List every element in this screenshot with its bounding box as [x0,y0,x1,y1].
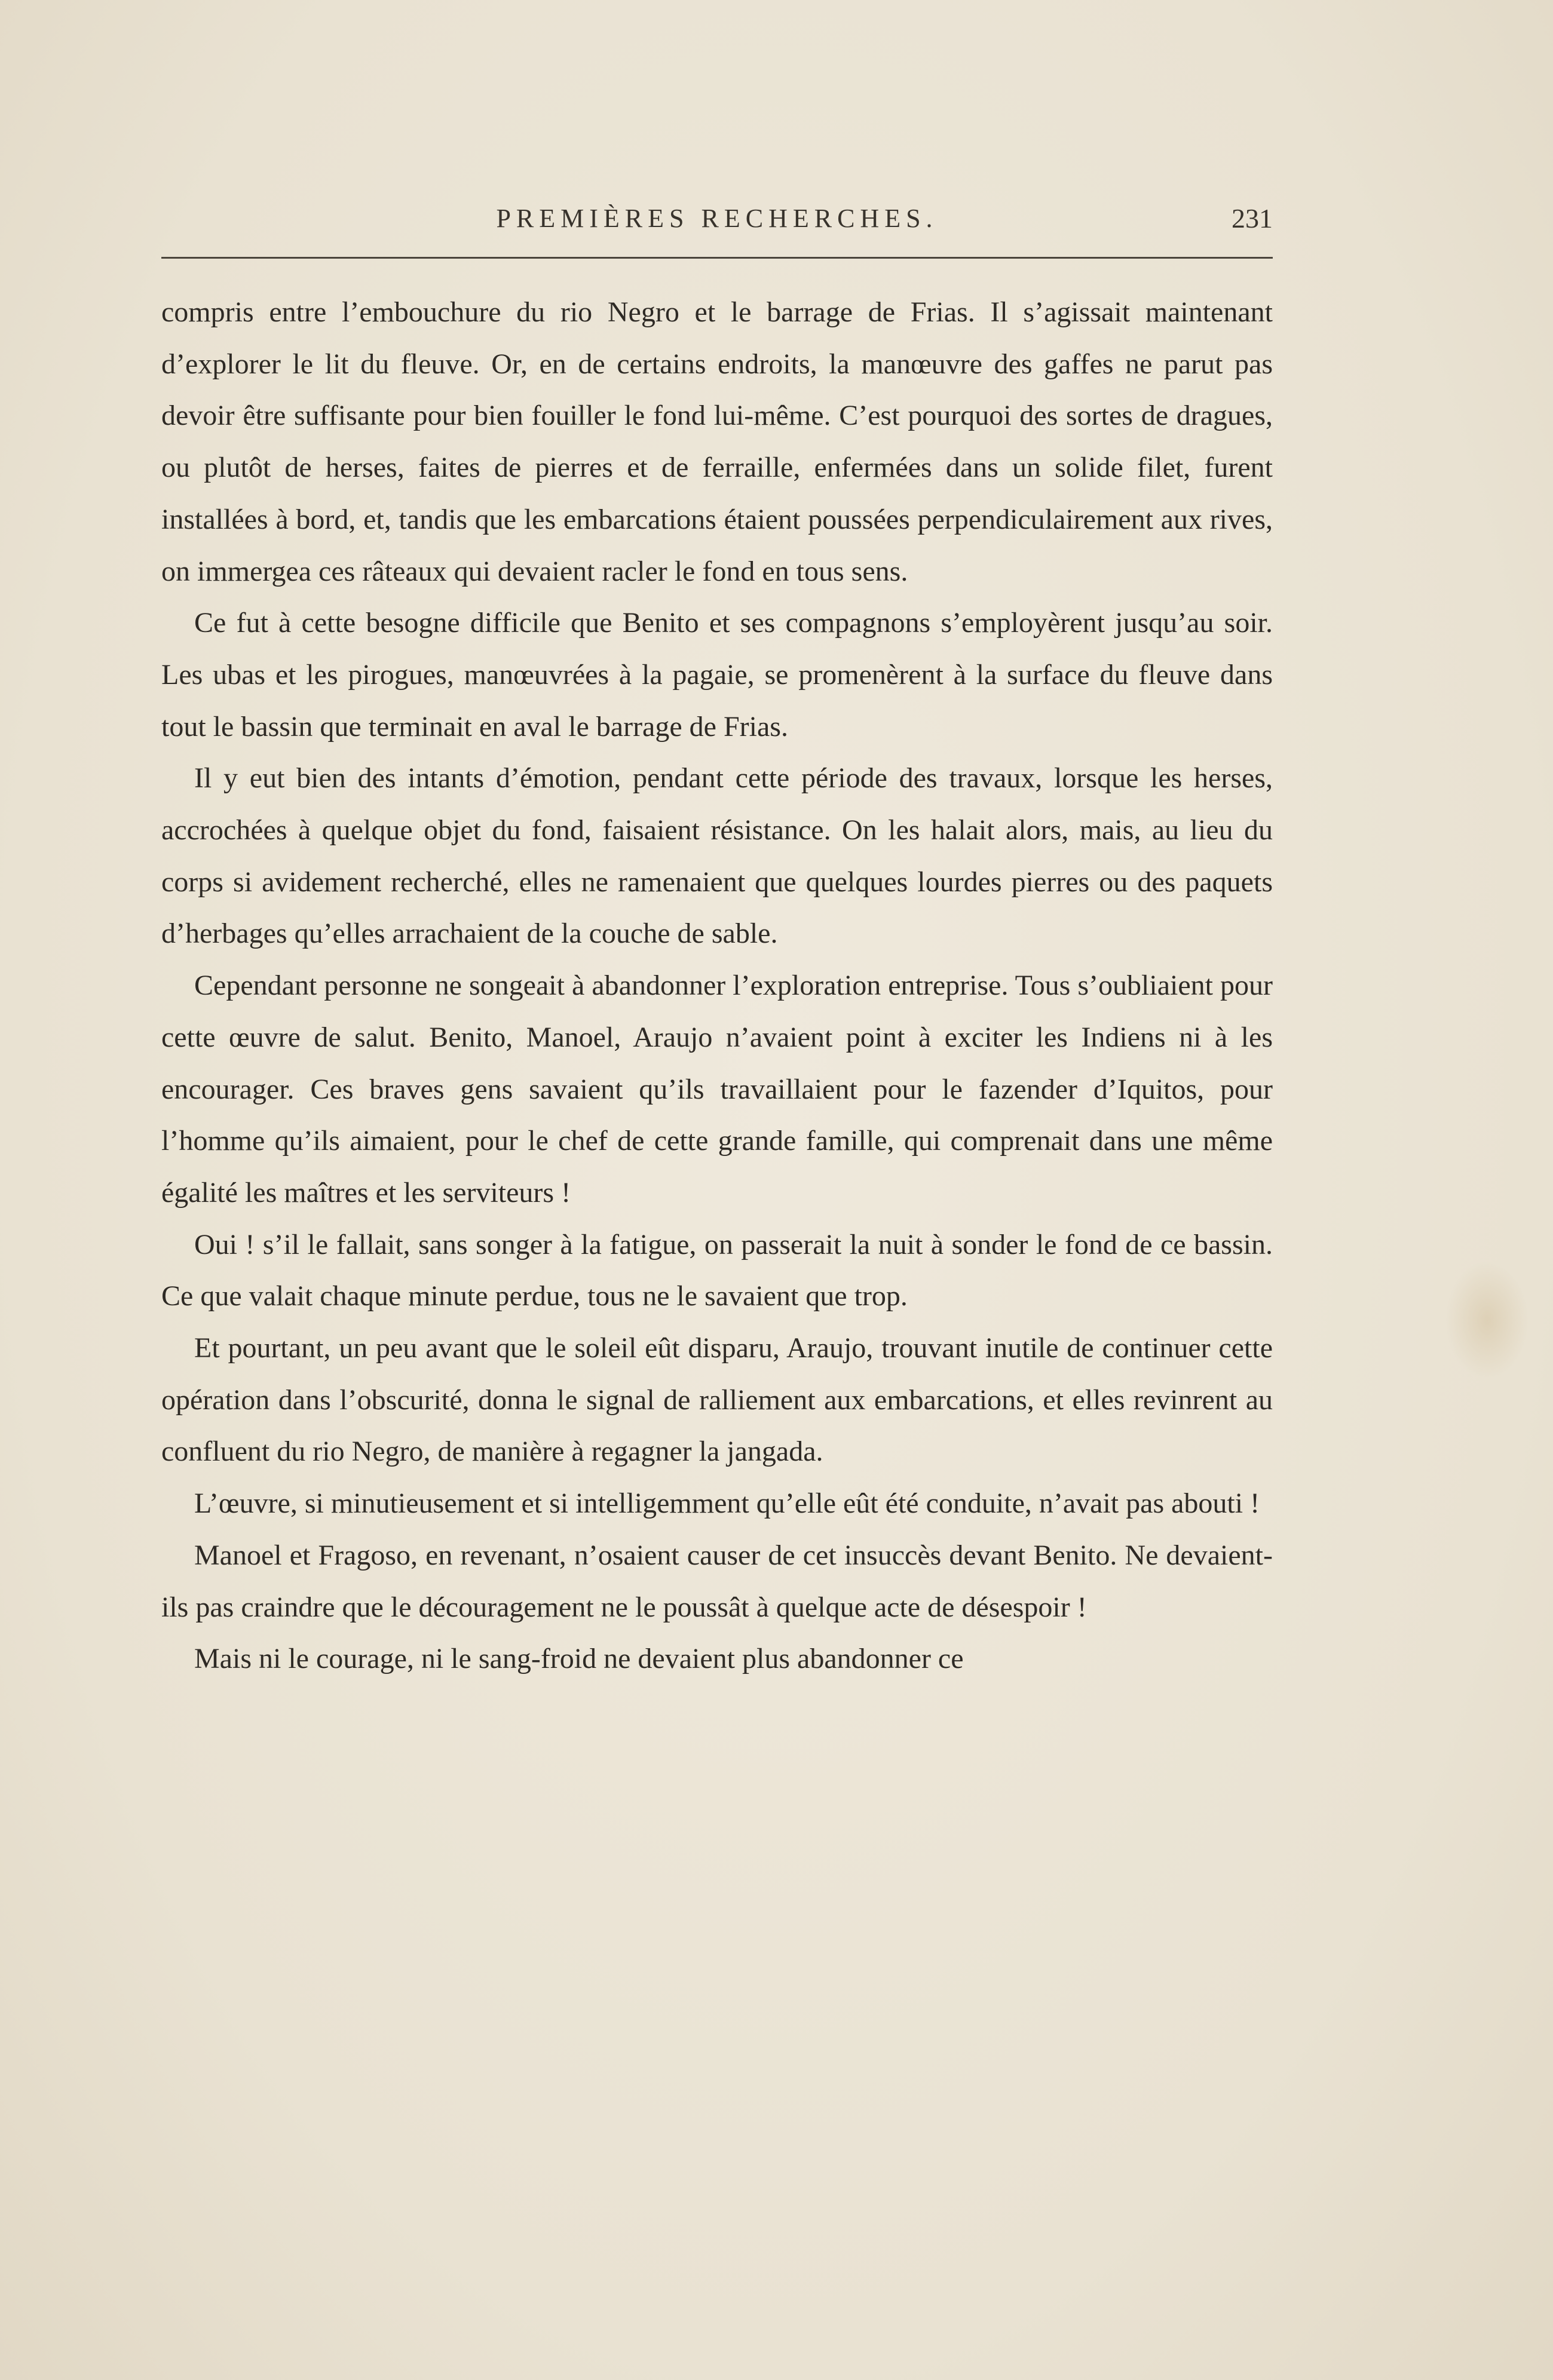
header-rule [161,257,1273,259]
paper-stain [1445,1260,1529,1380]
paragraph: L’œuvre, si minutieusement et si intelligemment qu’elle eût été conduite, n’avait pas abouti ! [194,1488,1260,1520]
paragraph: Mais ni le courage, ni le sang-froid ne devaient plus abandonner ce [194,1643,964,1675]
paragraph: Manoel et Fragoso, en revenant, n’osaient causer de cet insuccès devant Benito. Ne devaient-ils pas craindre que le découragement ne le poussât à quelque acte de désespoir ! [161,1539,1273,1623]
body-text [161,287,1273,1685]
running-title: PREMIÈRES RECHERCHES. [496,204,938,233]
paragraph-continuation: compris entre l’embouchure du rio Negro et le barrage de Frias. Il s’agissait maintenant d’explorer le lit du fleuve. Or, en de certains endroits, la manœuvre des gaffes ne parut pas devoir être suffisante pour bien fouiller le fond lui-même. C’est pourquoi des sortes de dragues, ou plutôt de herses, faites de pierres et de ferraille, enfermées dans un solide filet, furent installées à bord, et, tandis que les embarcations étaient poussées perpendiculairement aux rives, on immergea ces râteaux qui devaient racler le fond en tous sens. [161,296,1273,587]
page-number: 231 [1232,203,1273,234]
page-header [161,195,1273,243]
paragraph: Il y eut bien des intants d’émotion, pendant cette période des travaux, lorsque les herses, accrochées à quelque objet du fond, faisaient résistance. On les halait alors, mais, au lieu du corps si avidement recherché, elles ne ramenaient que quelques lourdes pierres ou des paquets d’herbages qu’elles arrachaient de la couche de sable. [161,762,1273,950]
paragraph: Oui ! s’il le fallait, sans songer à la fatigue, on passerait la nuit à sonder le fond de ce bassin. Ce que valait chaque minute perdue, tous ne le savaient que trop. [161,1228,1273,1312]
paragraph: Cependant personne ne songeait à abandonner l’exploration entreprise. Tous s’oubliaient pour cette œuvre de salut. Benito, Manoel, Araujo n’avaient point à exciter les Indiens ni à les encourager. Ces braves gens savaient qu’ils travaillaient pour le fazender d’Iquitos, pour l’homme qu’ils aimaient, pour le chef de cette grande famille, qui comprenait dans une même égalité les maîtres et les serviteurs ! [161,970,1273,1209]
paragraph: Ce fut à cette besogne difficile que Benito et ses compagnons s’employèrent jusqu’au soir. Les ubas et les pirogues, manœuvrées à la pagaie, se promenèrent à la surface du fleuve dans tout le bassin que terminait en aval le barrage de Frias. [161,607,1273,743]
paragraph: Et pourtant, un peu avant que le soleil eût disparu, Araujo, trouvant inutile de continuer cette opération dans l’obscurité, donna le signal de ralliement aux embarcations, et elles revinrent au confluent du rio Negro, de manière à regagner la jangada. [161,1332,1273,1468]
